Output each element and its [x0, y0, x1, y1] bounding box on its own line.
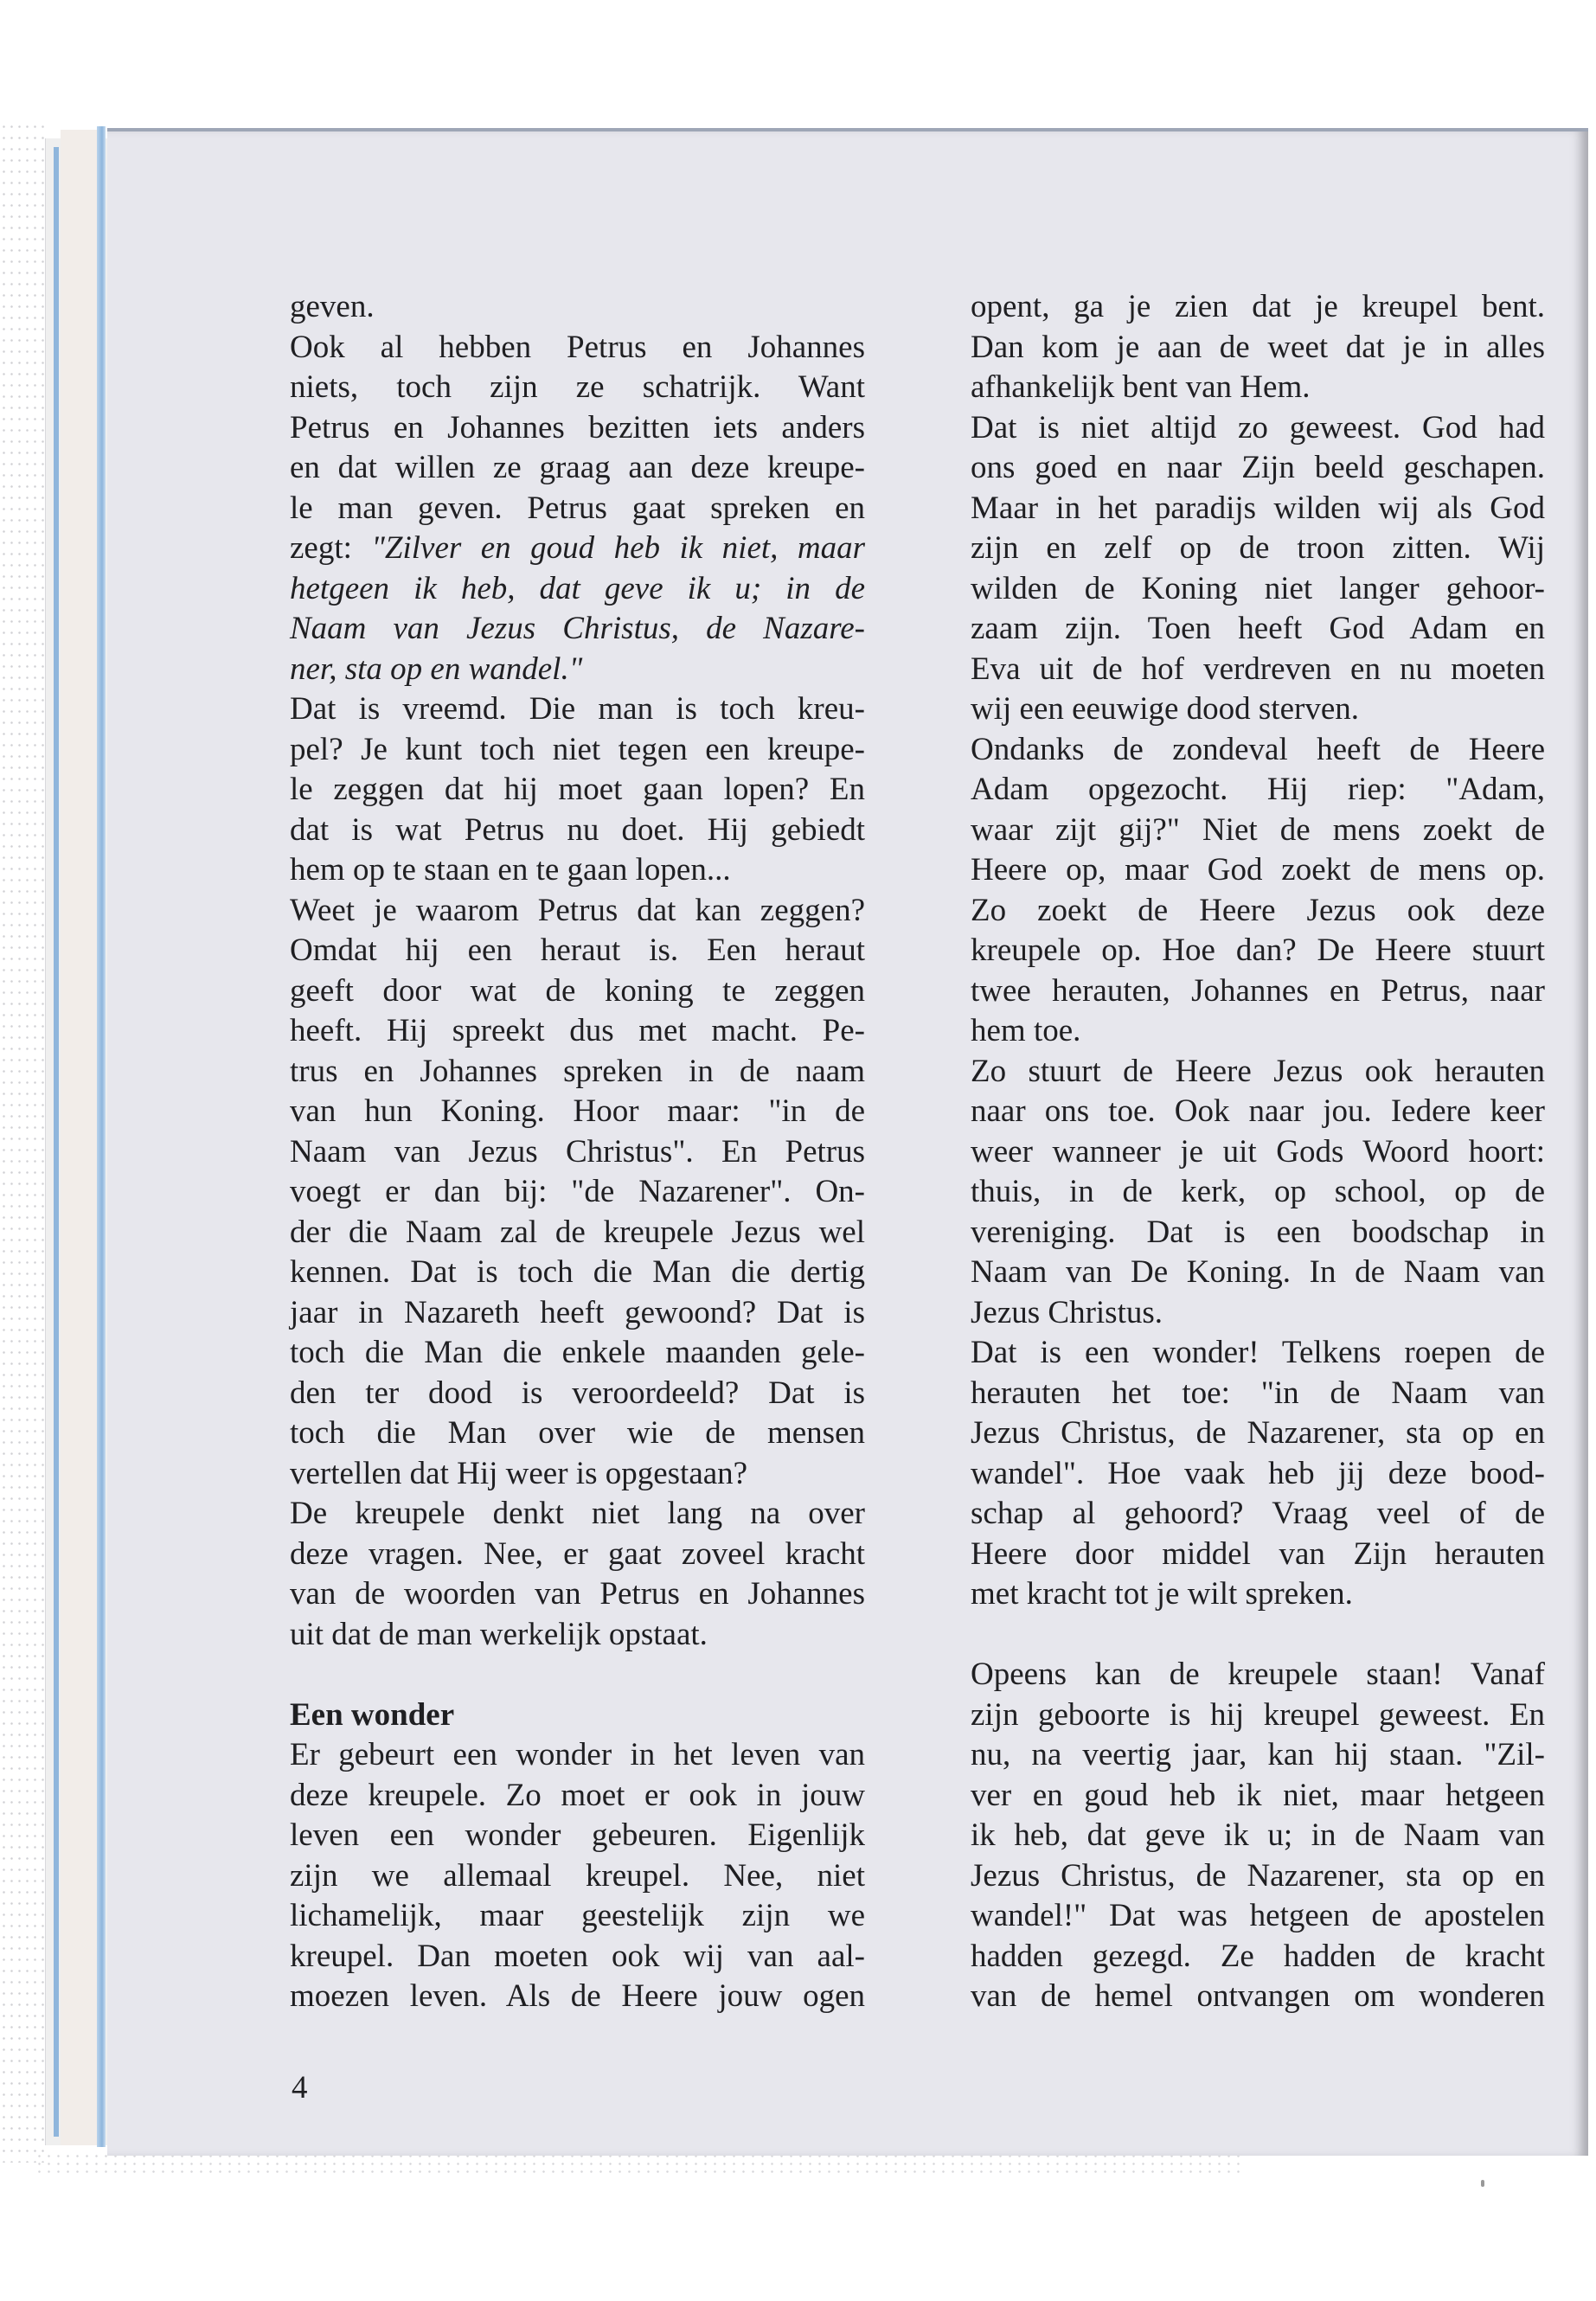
blue-cover-edge	[97, 126, 106, 2147]
text-line: dat is wat Petrus nu doet. Hij gebiedt	[290, 811, 865, 848]
text-line: Omdat hij een heraut is. Een heraut	[290, 933, 865, 968]
text-line: Eva uit de hof verdreven en nu moeten	[971, 651, 1545, 687]
line-prefix: zegt:	[290, 530, 372, 566]
text-line: Dat is niet altijd zo geweest. God had	[971, 409, 1545, 445]
text-line: voegt er dan bij: "de Nazarener". On-	[290, 1174, 865, 1209]
text-line: le zeggen dat hij moet gaan lopen? En	[290, 772, 865, 807]
text-line: opent, ga je zien dat je kreupel bent.	[971, 289, 1545, 324]
text-line: twee herauten, Johannes en Petrus, naar	[971, 972, 1545, 1009]
text-line: De kreupele denkt niet lang na over	[290, 1496, 865, 1531]
text-line: Dat is vreemd. Die man is toch kreu-	[290, 691, 865, 727]
text-line: nu, na veertig jaar, kan hij staan. "Zil-	[971, 1737, 1545, 1772]
text-line: pel? Je kunt toch niet tegen een kreupe-	[290, 731, 865, 767]
text-line: naar ons toe. Ook naar jou. Iedere keer	[971, 1093, 1545, 1129]
text-line: Zo zoekt de Heere Jezus ook deze	[971, 892, 1545, 928]
left-text-column	[290, 287, 865, 2017]
text-line: Jezus Christus, de Nazarener, sta op en	[971, 1857, 1545, 1894]
text-line: Zo stuurt de Heere Jezus ook herauten	[971, 1053, 1545, 1089]
text-line: van hun Koning. Hoor maar: "in de	[290, 1093, 865, 1129]
text-line: Petrus en Johannes bezitten iets anders	[290, 409, 865, 445]
text-line: kreupele op. Hoe dan? De Heere stuurt	[971, 933, 1545, 968]
text-line: der die Naam zal de kreupele Jezus wel	[290, 1214, 865, 1250]
text-line: ik heb, dat geve ik u; in de Naam van	[971, 1817, 1545, 1853]
blank-line	[290, 1655, 865, 1695]
text-line: heeft. Hij spreekt dus met macht. Pe-	[290, 1013, 865, 1048]
text-line: herauten het toe: "in de Naam van	[971, 1375, 1545, 1411]
text-line: deze vragen. Nee, er gaat zoveel kracht	[290, 1535, 865, 1572]
text-line: lichamelijk, maar geestelijk zijn we	[290, 1898, 865, 1933]
text-line: zaam zijn. Toen heeft God Adam en	[971, 611, 1545, 646]
text-line: jaar in Nazareth heeft gewoond? Dat is	[290, 1294, 865, 1330]
text-line-quote	[290, 529, 865, 569]
text-line: toch die Man over wie de mensen	[290, 1415, 865, 1451]
text-line: moezen leven. Als de Heere jouw ogen	[290, 1978, 865, 2014]
text-line: niets, toch zijn ze schatrijk. Want	[290, 369, 865, 405]
text-line: vertellen dat Hij weer is opgestaan?	[290, 1455, 748, 1491]
text-line: wandel". Hoe vaak heb jij deze bood-	[971, 1455, 1545, 1491]
text-line: wandel!" Dat was hetgeen de apostelen	[971, 1898, 1545, 1933]
text-line: Maar in het paradijs wilden wij als God	[971, 490, 1545, 526]
blank-line	[971, 1615, 1545, 1656]
text-line: en dat willen ze graag aan deze kreupe-	[290, 450, 865, 485]
text-line: zijn we allemaal kreupel. Nee, niet	[290, 1857, 865, 1894]
scan-speckle-bottom	[35, 2152, 1246, 2178]
text-line: kreupel. Dan moeten ook wij van aal-	[290, 1938, 865, 1974]
right-text-column	[971, 287, 1545, 2017]
text-line: wilden de Koning niet langer gehoor-	[971, 570, 1545, 606]
quote-text: Naam van Jezus Christus, de Nazare-	[290, 611, 865, 646]
text-line-quote	[290, 609, 865, 650]
text-line: Jezus Christus, de Nazarener, sta op en	[971, 1415, 1545, 1451]
text-line: uit dat de man werkelijk opstaat.	[290, 1616, 708, 1652]
text-line: afhankelijk bent van Hem.	[971, 369, 1311, 405]
text-line: hadden gezegd. Ze hadden de kracht	[971, 1938, 1545, 1974]
section-heading: Een wonder	[290, 1696, 455, 1733]
text-line: Opeens kan de kreupele staan! Vanaf	[971, 1657, 1545, 1692]
text-line: leven een wonder gebeuren. Eigenlijk	[290, 1817, 865, 1853]
text-line: Naam van De Koning. In de Naam van	[971, 1254, 1545, 1290]
text-line: wij een eeuwige dood sterven.	[971, 691, 1359, 727]
text-line-quote	[290, 569, 865, 610]
text-line: le man geven. Petrus gaat spreken en	[290, 490, 865, 526]
text-line: Heere op, maar God zoekt de mens op.	[971, 852, 1545, 888]
text-line: Jezus Christus.	[971, 1294, 1163, 1330]
text-line: zijn geboorte is hij kreupel geweest. En	[971, 1696, 1545, 1733]
text-line: geeft door wat de koning te zeggen	[290, 972, 865, 1009]
text-line: zijn en zelf op de troon zitten. Wij	[971, 530, 1545, 566]
book-page	[107, 128, 1588, 2156]
text-line: Weet je waarom Petrus dat kan zeggen?	[290, 892, 865, 928]
quote-text: "Zilver en goud heb ik niet, maar	[371, 530, 865, 566]
scan-speckle-left	[0, 121, 48, 2163]
cream-sheet-edge	[61, 130, 99, 2145]
text-line: Adam opgezocht. Hij riep: "Adam,	[971, 772, 1545, 807]
text-line: van de woorden van Petrus en Johannes	[290, 1576, 865, 1612]
text-line-quote	[290, 650, 865, 690]
quote-text: hetgeen ik heb, dat geve ik u; in de	[290, 570, 865, 606]
text-line: kennen. Dat is toch die Man die dertig	[290, 1254, 865, 1290]
text-line: Dat is een wonder! Telkens roepen de	[971, 1335, 1545, 1370]
text-line: vereniging. Dat is een boodschap in	[971, 1214, 1545, 1250]
text-line: ver en goud heb ik niet, maar hetgeen	[971, 1777, 1545, 1813]
text-line: Ook al hebben Petrus en Johannes	[290, 329, 865, 365]
text-line: waar zijt gij?" Niet de mens zoekt de	[971, 811, 1545, 848]
text-line: deze kreupele. Zo moet er ook in jouw	[290, 1777, 865, 1813]
page-number: 4	[292, 2070, 308, 2106]
text-line: van de hemel ontvangen om wonderen	[971, 1978, 1545, 2014]
text-line: ons goed en naar Zijn beeld geschapen.	[971, 450, 1545, 485]
text-line: Heere door middel van Zijn herauten	[971, 1535, 1545, 1572]
scan-dust-mark	[1481, 2180, 1484, 2187]
text-line: Ondanks de zondeval heeft de Heere	[971, 731, 1545, 767]
text-line: Naam van Jezus Christus". En Petrus	[290, 1133, 865, 1170]
text-line: den ter dood is veroordeeld? Dat is	[290, 1375, 865, 1411]
text-line: hem toe.	[971, 1013, 1081, 1048]
text-line: trus en Johannes spreken in de naam	[290, 1053, 865, 1089]
text-line: schap al gehoord? Vraag veel of de	[971, 1496, 1545, 1531]
text-line: Dan kom je aan de weet dat je in alles	[971, 329, 1545, 365]
text-line: thuis, in de kerk, op school, op de	[971, 1174, 1545, 1209]
text-line: weer wanneer je uit Gods Woord hoort:	[971, 1133, 1545, 1170]
text-line: toch die Man die enkele maanden gele-	[290, 1335, 865, 1370]
text-line: Er gebeurt een wonder in het leven van	[290, 1737, 865, 1772]
text-line: geven.	[290, 289, 375, 324]
text-line: hem op te staan en te gaan lopen...	[290, 852, 731, 888]
blue-sheet-edge	[54, 147, 59, 2137]
quote-text: ner, sta op en wandel."	[290, 651, 583, 687]
text-line: met kracht tot je wilt spreken.	[971, 1576, 1353, 1612]
